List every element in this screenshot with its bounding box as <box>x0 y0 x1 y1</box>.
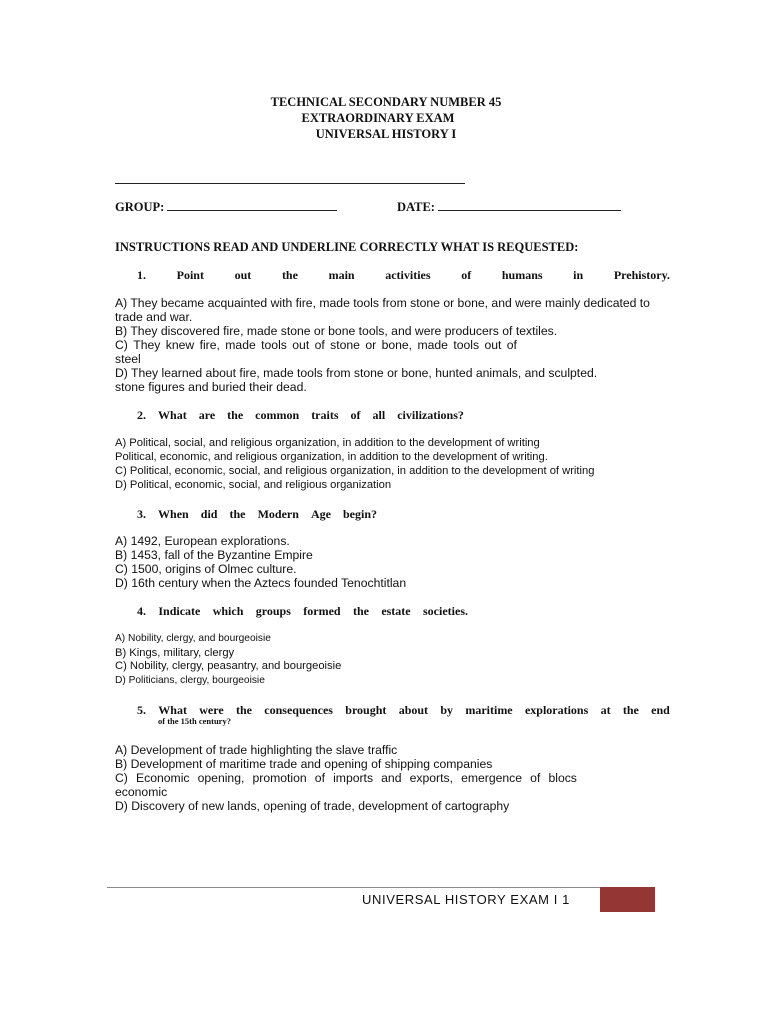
question-word: which <box>212 604 244 618</box>
question-word: did <box>200 507 218 521</box>
option-word: opening, <box>197 771 245 785</box>
date-blank-line[interactable] <box>438 198 621 211</box>
exam-type: EXTRAORDINARY EXAM <box>301 111 455 125</box>
question-word: the <box>352 604 369 618</box>
q4-option-c[interactable]: C) Nobility, clergy, peasantry, and bourgeoisie <box>115 660 342 672</box>
question-word: of <box>461 268 472 282</box>
question-word: 5. <box>137 703 146 717</box>
option-word: stone <box>330 338 360 352</box>
question-word: estate <box>381 604 411 618</box>
option-word: exports, <box>409 771 453 785</box>
q1-option-d[interactable]: D) They learned about fire, made tools from stone or bone, hunted animals, and sculpted. <box>115 366 598 380</box>
option-word: They <box>133 338 161 352</box>
question-word: end <box>651 703 670 717</box>
question-word: maritime <box>465 703 513 717</box>
group-date-row <box>115 198 675 216</box>
question-word: brought <box>345 703 387 717</box>
q5-option-c[interactable] <box>115 771 577 785</box>
q4-option-d[interactable]: D) Politicians, clergy, bourgeoisie <box>115 675 265 686</box>
question-word: 2. <box>137 408 146 422</box>
question-word: When <box>158 507 189 521</box>
question-4 <box>137 604 468 619</box>
question-word: the <box>622 703 639 717</box>
option-word: made <box>225 338 256 352</box>
q5-option-b[interactable]: B) Development of maritime trade and opening of shipping companies <box>115 757 493 771</box>
question-word: Age <box>310 507 331 521</box>
question-word: activities <box>385 268 431 282</box>
question-word: civilizations? <box>397 408 464 422</box>
question-word: Modern <box>257 507 299 521</box>
question-word: 4. <box>137 604 146 618</box>
question-word: groups <box>255 604 291 618</box>
question-word: formed <box>303 604 341 618</box>
question-word: all <box>372 408 386 422</box>
group-blank-line[interactable] <box>167 198 337 211</box>
q4-option-b[interactable]: B) Kings, military, clergy <box>115 647 235 659</box>
q2-option-c[interactable]: C) Political, economic, social, and religious organization, in addition to the development of writing <box>115 465 595 477</box>
question-word: out <box>234 268 252 282</box>
q3-option-b[interactable]: B) 1453, fall of the Byzantine Empire <box>115 548 313 562</box>
question-word: Prehistory. <box>613 268 670 282</box>
question-word: of <box>350 408 361 422</box>
question-word: the <box>227 408 244 422</box>
question-word: about <box>398 703 429 717</box>
q5-option-a[interactable]: A) Development of trade highlighting the slave traffic <box>115 743 398 757</box>
q4-option-a[interactable]: A) Nobility, clergy, and bourgeoisie <box>115 633 271 644</box>
name-blank-line[interactable] <box>115 182 465 184</box>
question-word: humans <box>501 268 543 282</box>
question-word: explorations <box>524 703 589 717</box>
q1-option-c[interactable] <box>115 338 517 352</box>
q3-option-a[interactable]: A) 1492, European explorations. <box>115 534 290 548</box>
q1-option-b[interactable]: B) They discovered fire, made stone or bone tools, and were producers of textiles. <box>115 324 558 338</box>
option-word: of <box>314 338 325 352</box>
q1-option-a[interactable]: A) They became acquainted with fire, made tools from stone or bone, and were mainly dedicated to <box>115 296 650 310</box>
q3-option-c[interactable]: C) 1500, origins of Olmec culture. <box>115 562 297 576</box>
question-3 <box>137 507 377 522</box>
q2-option-a[interactable]: A) Political, social, and religious organization, in addition to the development of writing <box>115 437 540 449</box>
footer-divider <box>107 887 600 888</box>
q1-option-a-cont[interactable]: trade and war. <box>115 310 193 324</box>
group-field <box>115 198 337 215</box>
question-2 <box>137 408 464 423</box>
question-word: Indicate <box>158 604 201 618</box>
option-word: C) <box>115 771 128 785</box>
option-word: made <box>417 338 448 352</box>
option-word: promotion <box>252 771 307 785</box>
question-word: the <box>236 703 252 717</box>
instructions-text: INSTRUCTIONS READ AND UNDERLINE CORRECTLY WHAT IS REQUESTED: <box>115 240 579 254</box>
exam-subject: UNIVERSAL HISTORY I <box>315 127 457 141</box>
option-word: Economic <box>135 771 190 785</box>
q5-option-c-cont[interactable]: economic <box>115 785 168 799</box>
question-word: What <box>158 703 187 717</box>
option-word: imports <box>333 771 374 785</box>
question-word: 1. <box>137 268 146 282</box>
q1-option-c-cont[interactable]: steel <box>115 352 141 366</box>
option-word: or <box>365 338 377 352</box>
question-word: were <box>199 703 224 717</box>
question-word: the <box>281 268 298 282</box>
q3-option-d[interactable]: D) 16th century when the Aztecs founded Tenochtitlan <box>115 576 407 590</box>
question-word: What <box>158 408 187 422</box>
question-word: Point <box>176 268 204 282</box>
question-word: consequences <box>264 703 333 717</box>
question-word: at <box>600 703 611 717</box>
q5-option-d[interactable]: D) Discovery of new lands, opening of trade, development of cartography <box>115 799 510 813</box>
date-field <box>397 198 621 215</box>
option-word: and <box>381 771 402 785</box>
question-word: by <box>440 703 454 717</box>
option-word: knew <box>165 338 195 352</box>
option-word: C) <box>115 338 128 352</box>
question-word: the <box>229 507 246 521</box>
question-word: societies. <box>423 604 468 618</box>
date-label: DATE: <box>397 200 435 214</box>
option-word: of <box>530 771 541 785</box>
exam-header <box>0 94 768 142</box>
question-word: in <box>573 268 584 282</box>
question-word: common <box>255 408 300 422</box>
option-word: out <box>484 338 502 352</box>
option-word: of <box>506 338 517 352</box>
group-label: GROUP: <box>115 200 165 214</box>
footer-accent-block <box>600 887 655 912</box>
question-word: 3. <box>137 507 146 521</box>
q2-option-d[interactable]: D) Political, economic, social, and religious organization <box>115 479 392 491</box>
question-word: are <box>198 408 216 422</box>
question-5-continuation: of the 15th century? <box>158 716 231 726</box>
option-word: fire, <box>199 338 220 352</box>
footer-text: UNIVERSAL HISTORY EXAM I 1 <box>362 892 571 907</box>
question-1 <box>137 268 670 283</box>
option-word: blocs <box>548 771 577 785</box>
question-word: traits <box>311 408 339 422</box>
option-word: bone, <box>381 338 413 352</box>
option-word: out <box>292 338 310 352</box>
school-name: TECHNICAL SECONDARY NUMBER 45 <box>270 95 502 109</box>
option-word: emergence <box>461 771 523 785</box>
question-word: main <box>328 268 355 282</box>
question-word: begin? <box>342 507 377 521</box>
option-word: of <box>314 771 325 785</box>
option-word: tools <box>261 338 287 352</box>
option-word: tools <box>453 338 480 352</box>
q2-option-b[interactable]: Political, economic, and religious organization, in addition to the development of writing. <box>115 451 548 463</box>
q1-option-d-cont[interactable]: stone figures and buried their dead. <box>115 380 307 394</box>
